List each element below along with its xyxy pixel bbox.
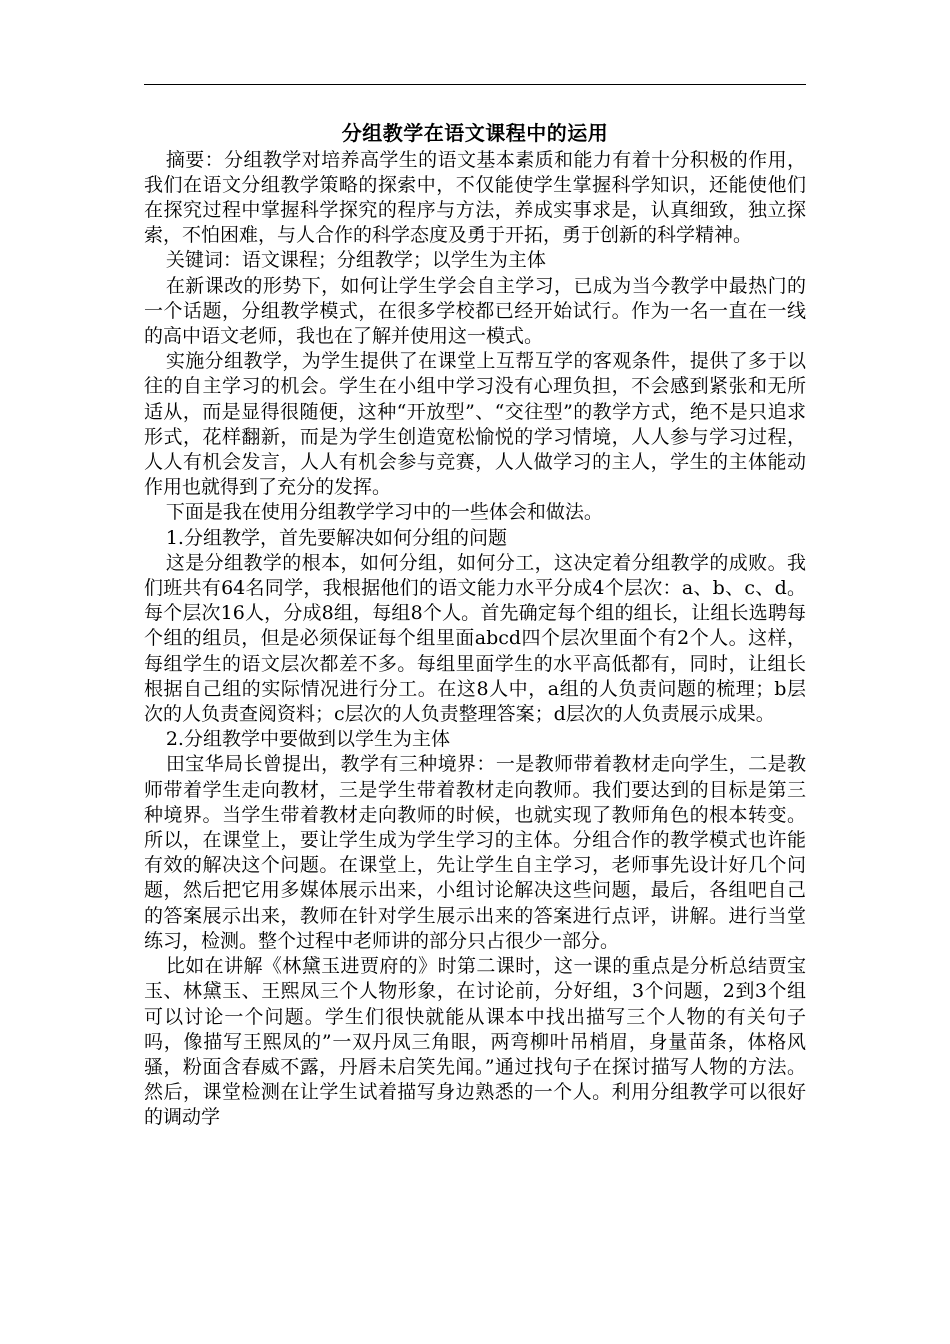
body-paragraph: 实施分组教学，为学生提供了在课堂上互帮互学的客观条件，提供了多于以往的自主学习的机会。学生在小组中学习没有心理负担，不会感到紧张和无所适从，而是显得很随便，这种“开放型”、“交往型”的教学方式，绝不是只追求形式，花样翻新，而是为学生创造宽松愉悦的学习情境，人人参与学习过程，人人有机会发言，人人有机会参与竞赛，人人做学习的主人，学生的主体能动作用也就得到了充分的发挥。 bbox=[144, 350, 806, 499]
body-paragraph: 田宝华局长曾提出，教学有三种境界：一是教师带着教材走向学生，二是教师带着学生走向教材，三是学生带着教材走向教师。我们要达到的目标是第三种境界。当学生带着教材走向教师的时候，也就实现了教师角色的根本转变。所以，在课堂上，要让学生成为学生学习的主体。分组合作的教学模式也许能有效的解决这个问题。在课堂上，先让学生自主学习，老师事先设计好几个问题，然后把它用多媒体展示出来，小组讨论解决这些问题，最后，各组吧自己的答案展示出来，教师在针对学生展示出来的答案进行点评，讲解。进行当堂练习，检测。整个过程中老师讲的部分只占很少一部分。 bbox=[144, 753, 806, 952]
body-paragraph: 下面是我在使用分组教学学习中的一些体会和做法。 bbox=[165, 501, 603, 524]
body-paragraph: 这是分组教学的根本，如何分组，如何分工，这决定着分组教学的成败。我们班共有64名同学，我根据他们的语文能力水平分成4个层次：a、b、c、d。每个层次16人，分成8组，每组8个人。首先确定每个组的组长，让组长选聘每个组的组员，但是必须保证每个组里面abcd四个层次里面个有2个人。这样，每组学生的语文层次都差不多。每组里面学生的水平高低都有，同时，让组长根据自己组的实际情况进行分工。在这8人中，a组的人负责问题的梳理；b层次的人负责查阅资料；c层次的人负责整理答案；d层次的人负责展示成果。 bbox=[144, 551, 806, 726]
section-heading: 1.分组教学，首先要解决如何分组的问题 bbox=[165, 526, 507, 549]
body-paragraph: 比如在讲解《林黛玉进贾府的》时第二课时，这一课的重点是分析总结贾宝玉、林黛玉、王熙凤三个人物形象，在讨论前，分好组，3个问题，2到3个组可以讨论一个问题。学生们很快就能从课本中找出描写三个人物的有关句子吗，像描写王熙凤的”一双丹凤三角眼，两弯柳叶吊梢眉，身量苗条，体格风骚，粉面含春威不露，丹唇未启笑先闻。”通过找句子在探讨描写人物的方法。然后，课堂检测在让学生试着描写身边熟悉的一个人。利用分组教学可以很好的调动学 bbox=[144, 955, 806, 1129]
keywords-paragraph: 关键词：语文课程；分组教学；以学生为主体 bbox=[165, 249, 546, 272]
abstract-paragraph: 摘要：分组教学对培养高学生的语文基本素质和能力有着十分积极的作用，我们在语文分组教学策略的探索中，不仅能使学生掌握科学知识，还能使他们在探究过程中掌握科学探究的程序与方法，养成实事求是，认真细致，独立探索，不怕困难，与人合作的科学态度及勇于开拓，勇于创新的科学精神。 bbox=[144, 148, 806, 247]
body-paragraph: 在新课改的形势下，如何让学生学会自主学习，已成为当今教学中最热门的一个话题，分组教学模式，在很多学校都已经开始试行。作为一名一直在一线的高中语文老师，我也在了解并使用这一模式。 bbox=[144, 274, 806, 348]
document-title: 分组教学在语文课程中的运用 bbox=[341, 121, 609, 145]
section-heading: 2.分组教学中要做到以学生为主体 bbox=[165, 728, 450, 751]
header-rule bbox=[144, 84, 806, 85]
document-page bbox=[144, 120, 806, 1131]
